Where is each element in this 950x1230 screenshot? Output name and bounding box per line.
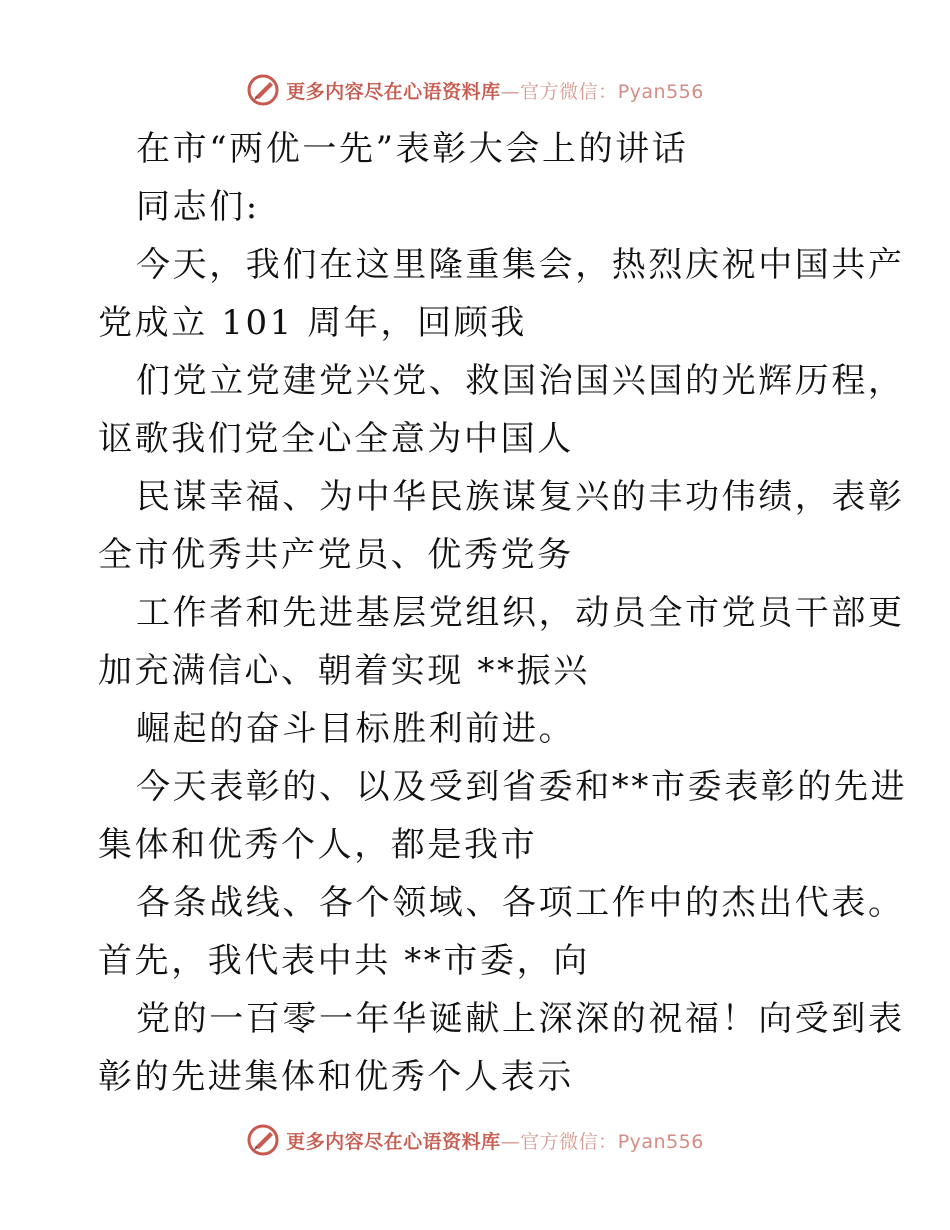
text-line: 加充满信心、朝着实现 **振兴: [98, 651, 590, 691]
text-line: 今天表彰的、以及受到省委和**市委表彰的先进: [136, 767, 908, 807]
watermark-wechat-id: Pyan556: [617, 80, 704, 103]
watermark-label: —官方微信：: [500, 80, 618, 103]
text-line: 崛起的奋斗目标胜利前进。: [136, 709, 576, 749]
text-line: 全市优秀共产党员、优秀党务: [98, 535, 574, 575]
text-line: 彰的先进集体和优秀个人表示: [98, 1057, 574, 1097]
text-line: 党成立 101 周年，回顾我: [98, 303, 527, 343]
text-line: 首先，我代表中共 **市委，向: [98, 941, 590, 981]
watermark-logo-icon: [246, 1123, 280, 1157]
watermark-brand: 更多内容尽在心语资料库: [286, 1130, 501, 1153]
text-line: 民谋幸福、为中华民族谋复兴的丰功伟绩，表彰: [136, 477, 905, 517]
watermark-text: [286, 1127, 704, 1154]
text-line: 今天，我们在这里隆重集会，热烈庆祝中国共产: [136, 245, 905, 285]
text-line: 们党立党建党兴党、救国治国兴国的光辉历程，: [136, 361, 905, 401]
watermark-logo-icon: [246, 73, 280, 107]
text-line: 党的一百零一年华诞献上深深的祝福！向受到表: [136, 999, 905, 1039]
watermark-text: [286, 77, 704, 104]
text-line: 工作者和先进基层党组织，动员全市党员干部更: [136, 593, 905, 633]
watermark-wechat-id: Pyan556: [617, 1130, 704, 1153]
salutation: 同志们:: [136, 187, 260, 227]
text-line: 各条战线、各个领域、各项工作中的杰出代表。: [136, 883, 905, 923]
watermark-brand: 更多内容尽在心语资料库: [286, 80, 501, 103]
document-title: 在市“两优一先”表彰大会上的讲话: [136, 129, 689, 169]
text-line: 讴歌我们党全心全意为中国人: [98, 419, 574, 459]
watermark-footer: [0, 1120, 950, 1160]
watermark-label: —官方微信：: [500, 1130, 618, 1153]
text-line: 集体和优秀个人，都是我市: [98, 825, 538, 865]
document-body: [98, 120, 908, 1106]
watermark-header: [0, 70, 950, 110]
